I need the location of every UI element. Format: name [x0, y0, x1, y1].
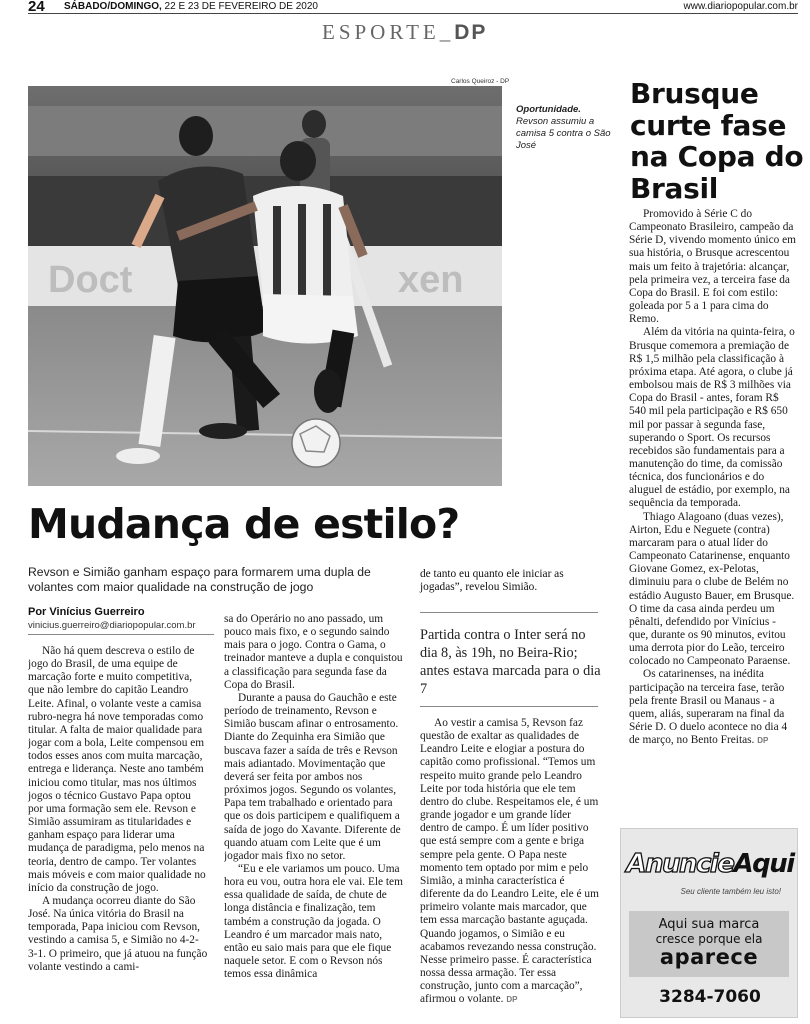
sidebar-paragraph — [629, 668, 797, 747]
ad-tagline: Seu cliente também leu isto! — [680, 887, 781, 896]
pull-quote: Partida contra o Inter será no dia 8, às 19h, no Beira-Rio; antes estava marcada para o dia 7 — [420, 627, 601, 697]
article-column-3 — [420, 717, 600, 1024]
sidebar-paragraph: Além da vitória na quinta-feira, o Brusque comemora a premiação de R$ 1,5 milhão pela classificação à próxima etapa. Até agora, o clube já embolsou mais de R$ 3 milhões via Copa do Brasil - antes, foram R$ 540 mil pela participação e R$ 650 mil por passar à segunda fase, superando o Sport. Os recursos recebidos são fundamentais para a manutenção do time, da comissão técnica, dos funcionários e do aluguel de estádio, por exemplo, na sequência da temporada. — [629, 326, 795, 510]
article-paragraph: A mudança ocorreu diante do São José. Na única vitória do Brasil na temporada, Papa iniciou com Revson, vestindo a camisa 5, e Simião no 4-2-3-1. O primeiro, que já atuou na função volante vestindo a cami- — [28, 894, 208, 973]
sidebar-paragraph-text: Os catarinenses, na inédita participação na terceira fase, terão pela frente Brasil ou Manaus - a quem, aliás, superaram na final da Série D. O duelo acontece no dia 4 de março, no Bento Freitas. — [629, 668, 788, 747]
issue-date — [64, 1, 318, 12]
ad-line-2: cresce porque ela — [655, 932, 763, 946]
end-tag: DP — [506, 995, 518, 1005]
issue-date-text: 22 E 23 DE FEVEREIRO DE 2020 — [161, 1, 318, 12]
sidebar-headline: Brusque curte fase na Copa do Brasil — [630, 77, 804, 205]
end-tag: DP — [757, 736, 769, 746]
section-name: ESPORTE_ — [322, 20, 455, 44]
article-paragraph: Durante a pausa do Gauchão e este período de treinamento, Revson e Simião buscam afinar o entrosamento. Diante do Zequinha era Simião que buscava fazer a saída de três e Revson mais adiantado. Movimentação que deverá ser feita por ambos nos próximos jogos. Segundo os volantes, Papa tem trabalhado e orientado para que os dois participem e qualifiquem a saída de jogo do Xavante. Diferente de quando atuam com Leite que é um jogador mais fixo no setor. — [224, 691, 401, 862]
article-column-3-top: de tanto eu quanto ele iniciar as jogadas”, revelou Simião. — [420, 568, 564, 594]
caption-title: Oportunidade. — [516, 104, 581, 115]
article-paragraph: “Eu e ele variamos um pouco. Uma hora eu vou, outra hora ele vai. Ele tem essa qualidade de saída, de chute de longa distância e finalização, tem também a construção da jogada. O Leandro é um marcador mais nato, então eu saio mais para que ele fique naquele setor. E com o Revson nós temos essa dinâmica — [224, 862, 403, 981]
match-photo-illustration — [28, 86, 502, 486]
ad-logo-anuncie: Anuncie — [626, 849, 734, 879]
photo-credit: Carlos Queiroz - DP — [451, 78, 510, 85]
ad-logo-aqui: Aqui — [733, 849, 794, 879]
match-photo — [28, 86, 502, 486]
byline-divider — [28, 634, 214, 635]
pullquote-divider-top — [420, 612, 598, 613]
article-column-1 — [28, 645, 208, 1024]
section-tag: DP — [454, 21, 488, 44]
pullquote-divider-bottom — [420, 706, 598, 707]
sidebar-paragraph: Thiago Alagoano (duas vezes), Airton, Edu e Neguete (contra) marcaram para o atual líder do Campeonato Catarinense, enquanto Giovane Gomez, ex-Pelotas, diminuiu para o clube de Belém no estádio Augusto Bauer, em Brusque. O time da casa ainda perdeu um pênalti, defendido por Vinícius - que, durante os 90 minutos, evitou uma derrota pior do Leão, terceiro colocado no Campeonato Paraense. — [629, 510, 795, 668]
article-column-2 — [224, 613, 404, 1024]
author-email[interactable]: vinicius.guerreiro@diariopopular.com.br — [28, 620, 196, 631]
advertisement[interactable] — [620, 828, 798, 1018]
photo-caption — [516, 104, 616, 152]
article-paragraph-text: Ao vestir a camisa 5, Revson faz questão de exaltar as qualidades de Leandro Leite e elogiar a postura do capitão como profissional. “Temos um respeito muito grande pelo Leandro Leite por toda história que ele tem dentro do clube. Respeitamos ele, é um grande jogador e um grande líder dentro de campo. É um líder positivo que está sempre com a gente e briga sempre pela gente. O Papa neste momento tem optado por mim e pelo Simião, a minha característica é diferente da do Leandro Leite, ele é um primeiro volante mais marcador, que tem essa marcação bastante aguçada. Quando jogamos, o Simião e eu acabamos revezando nessa construção. Nesse primeiro passe. É característica nossa dessa armação. Ter essa construção, junto com a marcação”, afirmou o volante. — [420, 717, 599, 1006]
article-headline: Mudança de estilo? — [28, 500, 460, 548]
sidebar-paragraph: Promovido à Série C do Campeonato Brasileiro, campeão da Série D, vivendo momento único em sua história, o Brusque acrescentou mais um feito à trajetória: alcançar, pela primeira vez, a terceira fase da Copa do Brasil. E foi com estilo: goleada por 5 a 1 para cima do Remo. — [629, 208, 796, 326]
ad-phone-number[interactable]: 3284-7060 — [659, 987, 761, 1007]
article-paragraph: sa do Operário no ano passado, um pouco mais fixo, e o segundo saindo mais para o jogo. Contra o Gama, o treinador manteve a dupla e conquistou a classificação para segunda fase da Copa do Brasil. — [224, 613, 403, 691]
article-subhead: Revson e Simião ganham espaço para formarem uma dupla de volantes com maior qualidade na construção de jogo — [28, 565, 371, 594]
ad-line-3: aparece — [659, 945, 759, 969]
sidebar-article-body — [629, 208, 797, 818]
article-author: Por Vinícius Guerreiro — [28, 606, 145, 618]
page-header — [28, 0, 798, 14]
site-url[interactable]: www.diariopopular.com.br — [683, 1, 798, 12]
article-paragraph — [420, 717, 600, 1006]
caption-text: Revson assumiu a camisa 5 contra o São José — [516, 116, 611, 151]
svg-text:Doct: Doct — [48, 259, 133, 301]
section-label — [322, 20, 487, 45]
issue-day: SÁBADO/DOMINGO, — [64, 1, 162, 12]
page-number: 24 — [28, 0, 45, 15]
ad-line-1: Aqui sua marca — [658, 917, 760, 932]
ad-message-box — [629, 911, 789, 977]
ad-logo — [621, 849, 799, 879]
article-paragraph: Não há quem descreva o estilo de jogo do Brasil, de uma equipe de marcação forte e muito competitiva, que não lembre do capitão Leandro Leite. Afinal, o volante veste a camisa rubro-negra há nove temporadas como titular. A falta de maior qualidade para jogar com a bola, Leite compensou em todos esses anos com muita marcação, entrega e liderança. Neste ano também iniciou como titular, mas nos últimos jogos o técnico Gustavo Papa optou por uma formação sem ele. Revson e Simião assumiram as titularidades e ganham espaço para liderar uma mudança de paradigma, pelo menos na teoria, dentro de campo. Ter volantes mais móveis e com maior qualidade no início da construção de jogo. — [28, 645, 206, 894]
svg-text:xen: xen — [398, 259, 464, 301]
